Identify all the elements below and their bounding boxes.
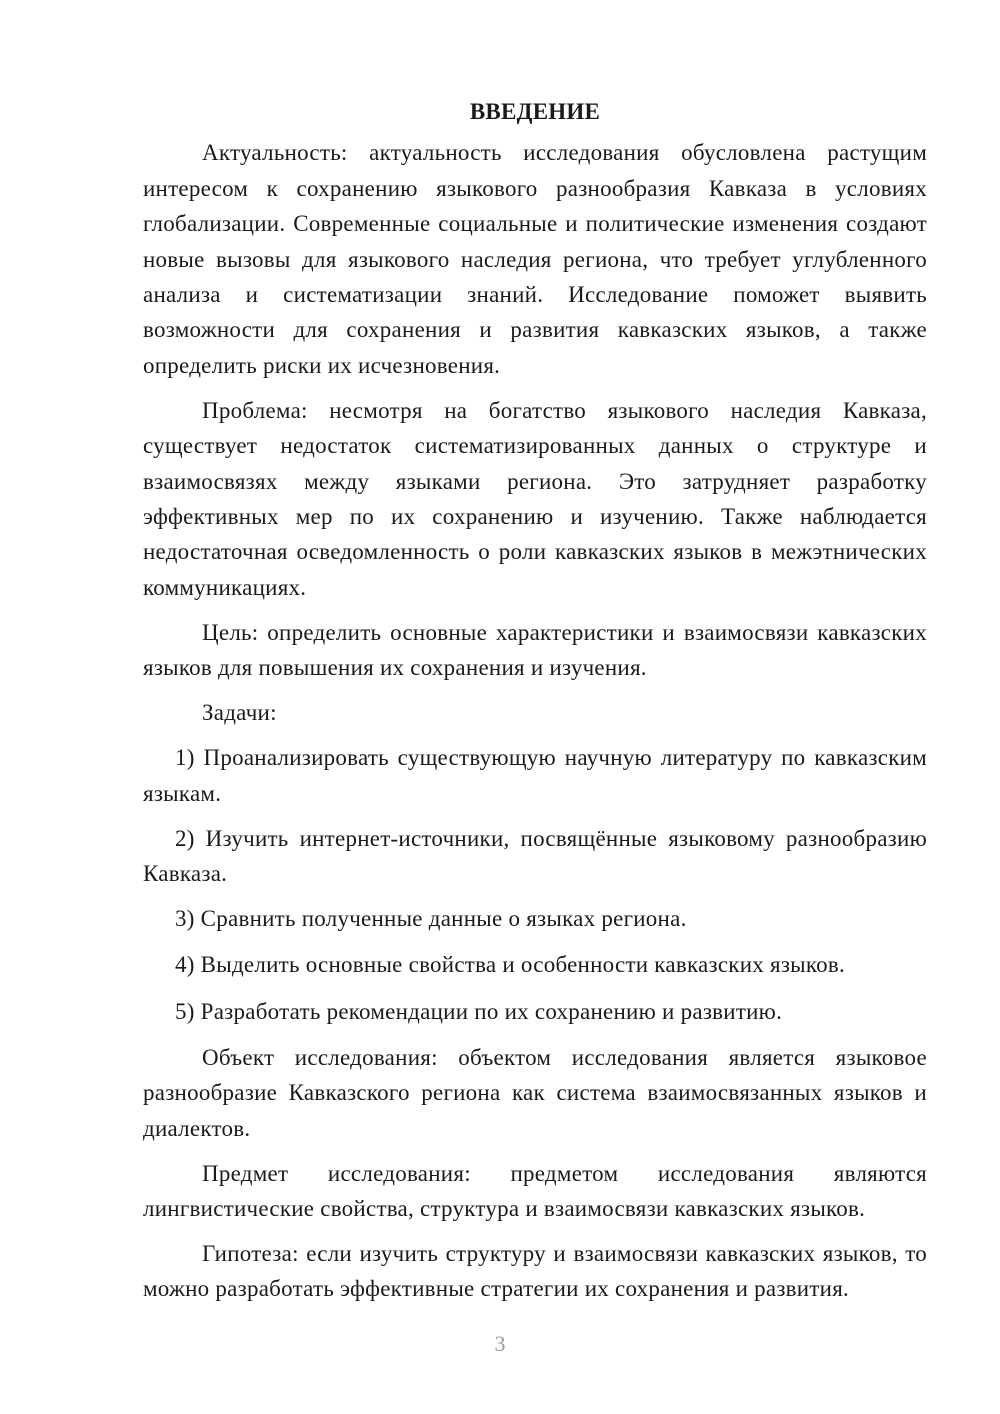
task-item-1: 1) Проанализировать существующую научную литературу по кавказским языкам. [143, 745, 927, 806]
paragraph-relevance: Актуальность: актуальность исследования обусловлена растущим интересом к сохранению языкового разнообразия Кавказа в условиях глобализации. Современные социальные и политические изменения создают новые вызовы для языкового наследия региона, что требует углубленного анализа и систематизации знаний. Исследование поможет выявить возможности для сохранения и развития кавказских языков, а также определить риски их исчезновения. [143, 140, 927, 378]
task-item-4: 4) Выделить основные свойства и особенности кавказских языков. [175, 952, 846, 978]
paragraph-hypothesis: Гипотеза: если изучить структуру и взаимосвязи кавказских языков, то можно разработать эффективные стратегии их сохранения и развития. [143, 1240, 927, 1302]
paragraph-subject: Предмет исследования: предметом исследования являются лингвистические свойства, структура и взаимосвязи кавказских языков. [143, 1160, 927, 1221]
paragraph-problem: Проблема: несмотря на богатство языкового наследия Кавказа, существует недостаток систематизированных данных о структуре и взаимосвязях между языками региона. Это затрудняет разработку эффективных мер по их сохранению и изучению. Также наблюдается недостаточная осведомленность о роли кавказских языков в межэтнических коммуникациях. [143, 397, 927, 600]
task-item-5: 5) Разработать рекомендации по их сохранению и развитию. [175, 998, 783, 1024]
tasks-heading: Задачи: [202, 700, 277, 726]
page-content [143, 94, 927, 1316]
page-number: 3 [494, 1331, 506, 1356]
paragraph-object: Объект исследования: объектом исследования является языковое разнообразие Кавказского региона как система взаимосвязанных языков и диалектов. [143, 1044, 927, 1141]
task-item-2: 2) Изучить интернет-источники, посвящённые языковому разнообразию Кавказа. [143, 825, 927, 887]
paragraph-goal: Цель: определить основные характеристики и взаимосвязи кавказских языков для повышения их сохранения и изучения. [143, 619, 927, 681]
task-item-3: 3) Сравнить полученные данные о языках региона. [175, 906, 687, 932]
document-title: ВВЕДЕНИЕ [469, 99, 601, 124]
